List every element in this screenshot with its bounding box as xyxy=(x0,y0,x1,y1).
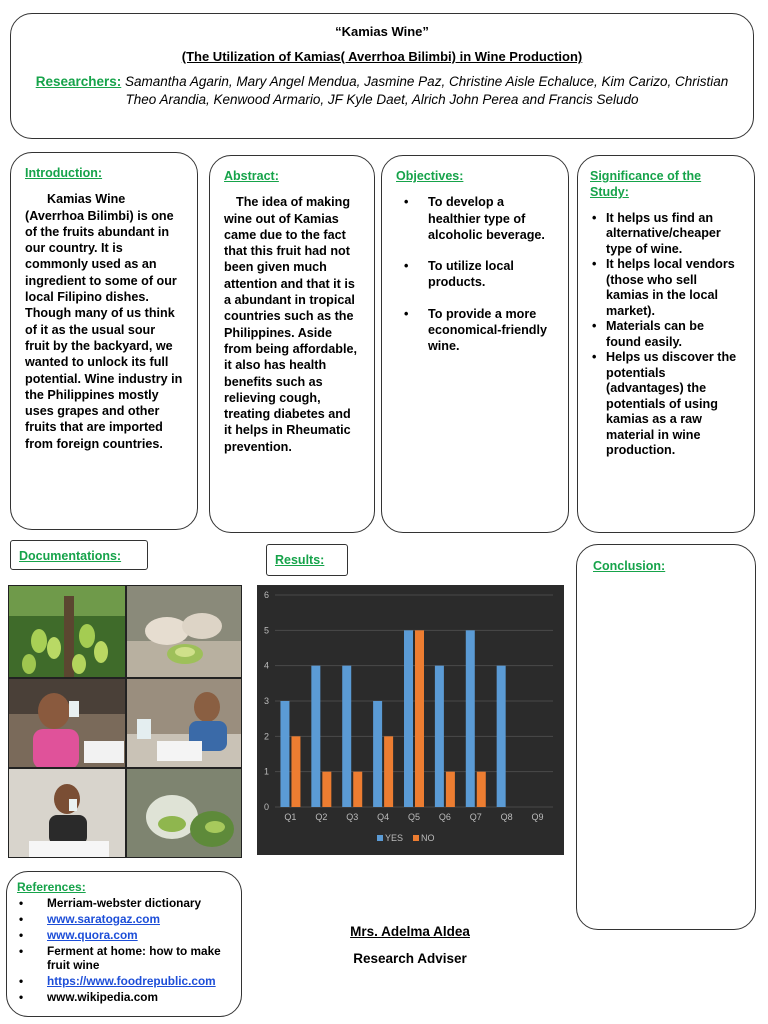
conclusion-heading: Conclusion: xyxy=(593,559,666,573)
bar-yes xyxy=(280,701,289,807)
conclusion-box xyxy=(576,544,756,930)
reference-link[interactable]: www.saratogaz.com xyxy=(47,912,160,926)
y-tick-label: 0 xyxy=(263,802,269,812)
reference-text: Ferment at home: how to make fruit wine xyxy=(47,944,221,972)
introduction-box xyxy=(10,152,198,530)
bar-yes xyxy=(373,701,382,807)
list-item: • To utilize local products. xyxy=(396,258,554,291)
bar-no xyxy=(291,736,300,807)
abstract-text: The idea of making wine out of Kamias came due to the fact that this fruit had not been given much attention and that it is a abundant in tropical countries such as the Philippines. Aside from being affordable, it also has health benefits such as relieving cough, treating diabetes and it helps in Rheumatic prevention. xyxy=(224,195,357,454)
y-tick-label: 1 xyxy=(263,766,269,777)
legend-swatch xyxy=(377,835,383,841)
legend-swatch xyxy=(413,835,419,841)
x-tick-label: Q9 xyxy=(531,812,544,822)
bar-yes xyxy=(466,630,475,807)
abstract-box xyxy=(209,155,375,533)
reference-text: Merriam-webster dictionary xyxy=(47,896,202,910)
bar-no xyxy=(384,736,393,807)
bar-no xyxy=(477,772,486,807)
researchers-line xyxy=(25,73,739,109)
list-item: • It helps local vendors (those who sell kamias in the local market). xyxy=(590,257,742,319)
bar-yes xyxy=(311,666,320,807)
list-item: • Helps us discover the potentials (advantages) the potentials of using kamias as a raw material in wine production. xyxy=(590,350,742,459)
documentations-heading: Documentations: xyxy=(19,549,122,563)
adviser-block xyxy=(300,924,520,966)
significance-box xyxy=(577,155,755,533)
reference-item xyxy=(17,974,231,988)
y-tick-label: 6 xyxy=(263,590,269,600)
introduction-text: Kamias Wine (Averrhoa Bilimbi) is one of the fruits abundant in our country. It is commonly used as an ingredient to some of our local Filipino dishes. Though many of us think of it as the usual sour fruit by the backyard, we wanted to unlock its full potential. Wine industry in the Philippines mostly uses grapes and other fruits that are imported from foreign countries. xyxy=(25,192,183,451)
significance-list xyxy=(590,211,742,459)
reference-item xyxy=(17,896,231,910)
list-item: • It helps us find an alternative/cheaper type of wine. xyxy=(590,211,742,258)
photo-boy-writing xyxy=(126,678,242,768)
objectives-heading: Objectives: xyxy=(396,169,464,183)
list-item: • Materials can be found easily. xyxy=(590,319,742,350)
reference-item xyxy=(17,928,231,942)
introduction-heading: Introduction: xyxy=(25,166,103,180)
x-tick-label: Q6 xyxy=(438,812,451,822)
results-label-box xyxy=(266,544,348,576)
y-tick-label: 4 xyxy=(263,660,269,671)
legend-label: NO xyxy=(421,833,435,843)
x-tick-label: Q2 xyxy=(315,812,328,822)
bar-no xyxy=(415,630,424,807)
bar-no xyxy=(322,772,331,807)
reference-item xyxy=(17,990,231,1004)
y-tick-label: 3 xyxy=(263,696,269,706)
adviser-name: Mrs. Adelma Aldea xyxy=(350,924,470,939)
objectives-box xyxy=(381,155,569,533)
bar-yes xyxy=(497,666,506,807)
x-tick-label: Q3 xyxy=(346,812,359,822)
poster-title: “Kamias Wine” xyxy=(335,24,429,39)
significance-heading: Significance of the Study: xyxy=(590,169,702,200)
reference-link[interactable]: https://www.foodrepublic.com xyxy=(47,974,216,988)
photo-kamias-tree xyxy=(8,585,126,678)
results-heading: Results: xyxy=(275,553,325,567)
x-tick-label: Q1 xyxy=(284,812,297,822)
photo-girl-drinking xyxy=(8,768,126,858)
poster-subtitle: (The Utilization of Kamias( Averrhoa Bilimbi) in Wine Production) xyxy=(181,49,583,64)
references-list xyxy=(17,896,231,1004)
x-tick-label: Q4 xyxy=(377,812,390,822)
bar-no xyxy=(446,772,455,807)
y-tick-label: 5 xyxy=(263,625,269,636)
legend-label: YES xyxy=(385,833,404,843)
adviser-role: Research Adviser xyxy=(353,951,467,966)
bar-yes xyxy=(404,630,413,807)
title-banner xyxy=(10,13,754,139)
documentations-label-box xyxy=(10,540,148,570)
bar-yes xyxy=(342,666,351,807)
objectives-list xyxy=(396,194,554,354)
list-item: • To develop a healthier type of alcoholic beverage. xyxy=(396,194,554,243)
photo-bagged-fruit xyxy=(126,768,242,858)
x-tick-label: Q5 xyxy=(407,812,421,822)
reference-text: www.wikipedia.com xyxy=(47,990,159,1004)
x-tick-label: Q7 xyxy=(469,812,482,822)
abstract-heading: Abstract: xyxy=(224,169,279,183)
reference-item xyxy=(17,912,231,926)
results-bar-chart xyxy=(257,585,564,855)
reference-link[interactable]: www.quora.com xyxy=(47,928,138,942)
list-item: • To provide a more economical-friendly wine. xyxy=(396,306,554,355)
photo-hands-slicing xyxy=(126,585,242,678)
bar-no xyxy=(353,772,362,807)
references-box xyxy=(6,871,242,1017)
references-heading: References: xyxy=(17,880,86,894)
researchers-label: Researchers: xyxy=(35,74,122,89)
bar-yes xyxy=(435,666,444,807)
results-chart xyxy=(257,585,564,855)
y-tick-label: 2 xyxy=(263,731,269,742)
photo-woman-tasting xyxy=(8,678,126,768)
researchers-names: Samantha Agarin, Mary Angel Mendua, Jasmine Paz, Christine Aisle Echaluce, Kim Carizo, Christian Theo Arandia, Kenwood Armario, JF Kyle Daet, Alrich John Perea and Francis Seludo xyxy=(125,74,729,107)
x-tick-label: Q8 xyxy=(500,812,513,822)
reference-item xyxy=(17,944,231,972)
